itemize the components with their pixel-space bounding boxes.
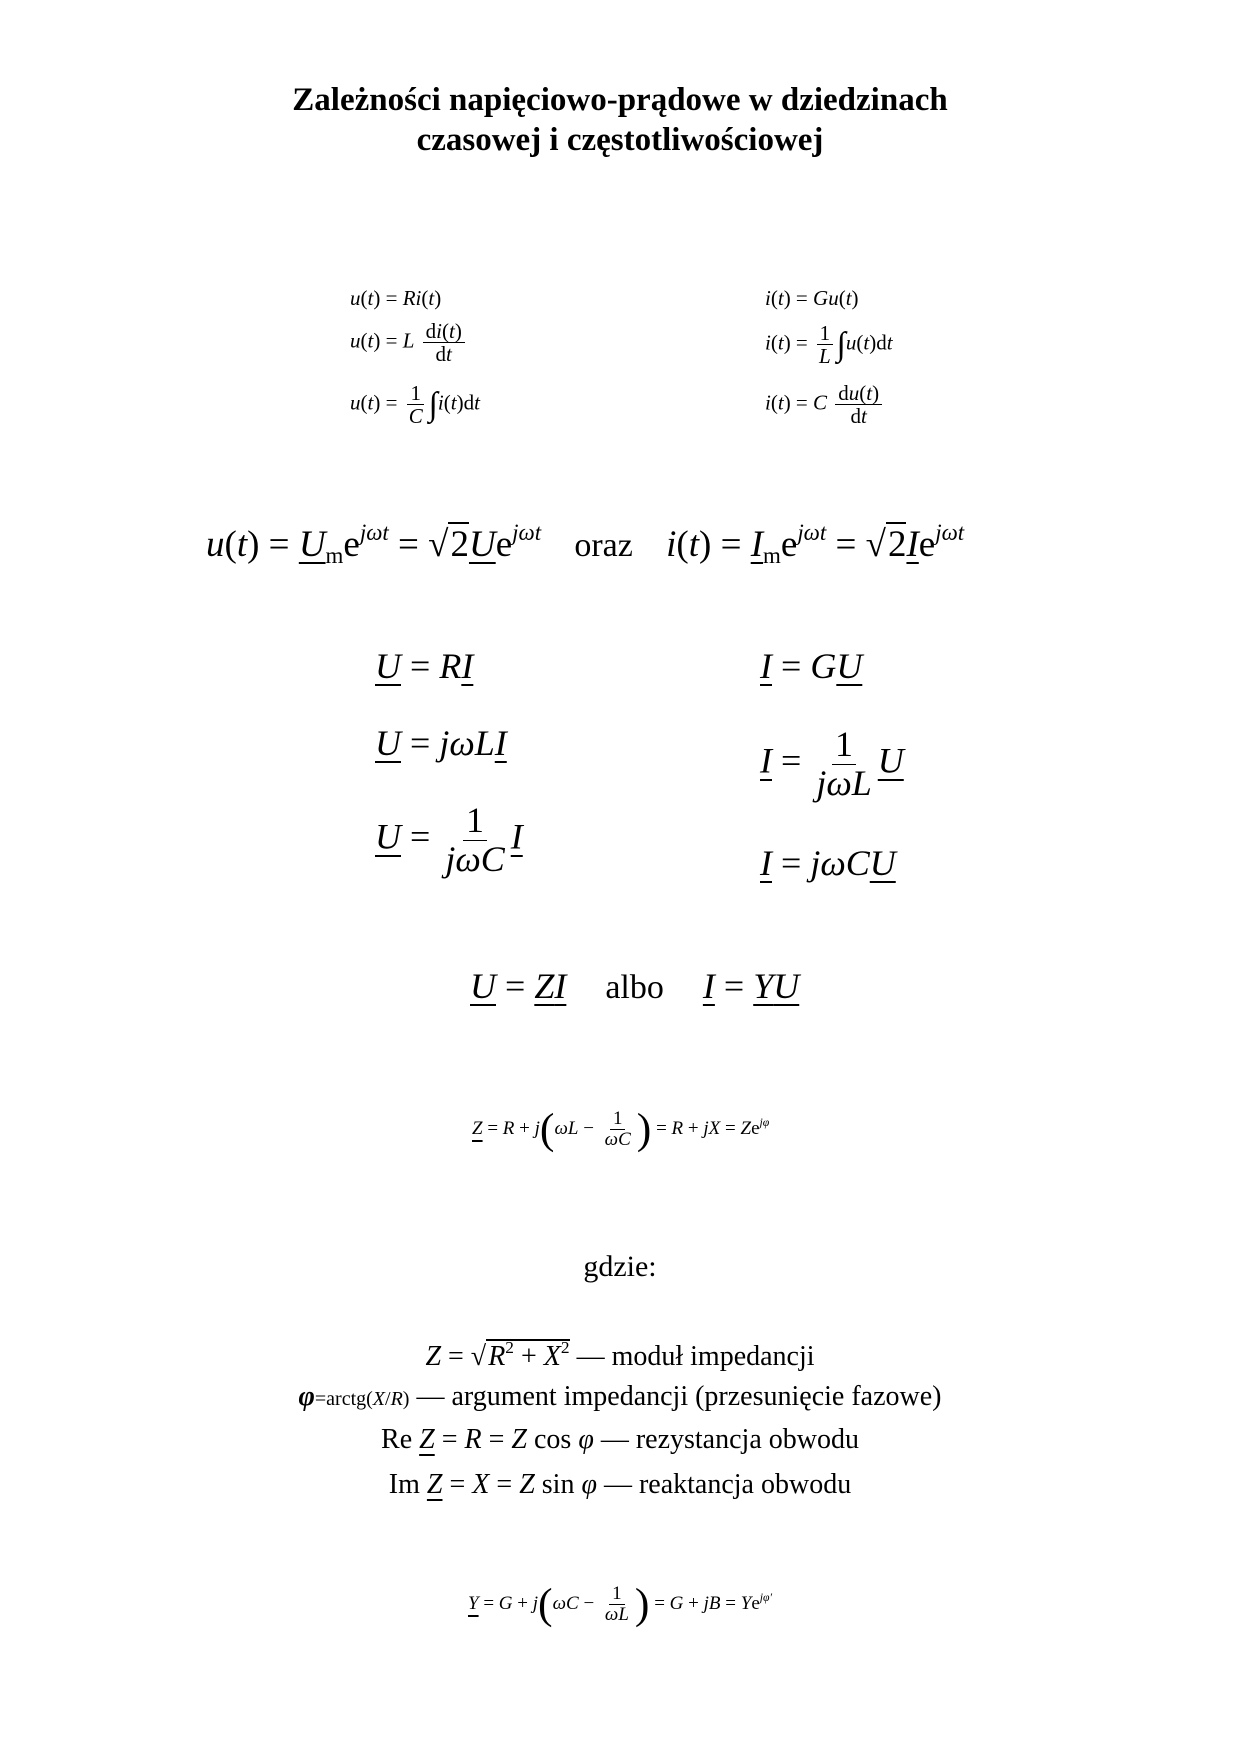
eq-u-ri: u(t) = Ri(t) xyxy=(350,286,442,310)
eq-I-GU: I = GU xyxy=(760,646,863,686)
desc-resistance: — rezystancja obwodu xyxy=(600,1424,859,1455)
eq-imag: Im Z = X = Z sin φ — reaktancja obwodu xyxy=(388,1469,852,1500)
eq-U-jwLI: U = jωLI xyxy=(375,723,507,763)
title-line-1: Zależności napięciowo-prądowe w dziedzinach xyxy=(292,82,948,118)
eq-admittance: Y = G + j(ωC − $\frac{1}{\omega L}$ ) = G + jB = $Ye^{j\varphi'}$ xyxy=(468,1580,773,1628)
eq-U-1jwC: U = $\frac{1}{\text{jωC}}$ I xyxy=(375,800,523,879)
where-label: gdzie: xyxy=(583,1250,657,1283)
ohm-connector: albo xyxy=(605,969,664,1006)
phasor-connector: oraz xyxy=(574,527,633,565)
eq-u-ldi: u(t) = L $\frac{di(t)}{dt}$ xyxy=(350,320,468,365)
eq-modulus: $Z = √R^2 + X^2$ — moduł impedancji xyxy=(425,1338,815,1373)
title-line-2: czasowej i częstotliwościowej xyxy=(416,122,824,158)
eq-U-RI: U = RI xyxy=(375,646,474,686)
eq-argument: φ=arctg(X/R) — argument impedancji (przesunięcie fazowe) xyxy=(298,1381,942,1412)
eq-phasor: $u(t) = U_me^{j\omega t} = √2Ue^{j\omega t}$ oraz $i(t) = I_me^{j\omega t} = √2Ie^{j\omega t}$ xyxy=(206,520,965,568)
eq-real: Re Z = R = Z cos φ — rezystancja obwodu xyxy=(381,1424,859,1455)
eq-ohm: U = ZI albo I = YU xyxy=(470,966,800,1006)
page-title xyxy=(0,80,1240,160)
eq-I-jwCU: I = jωCU xyxy=(760,843,896,883)
eq-i-cdu: i(t) = C $\frac{du(t)}{dt}$ xyxy=(765,382,885,427)
eq-i-int: i(t) = $\frac{1}{L}$ ∫u(t)dt xyxy=(765,321,893,369)
eq-I-1jwL: I = $\frac{1}{\text{jωL}}$ U xyxy=(760,724,904,803)
desc-argument: — argument impedancji (przesunięcie fazowe) xyxy=(416,1381,942,1412)
eq-i-gu: i(t) = Gu(t) xyxy=(765,286,859,310)
eq-u-int: u(t) = $\frac{1}{C}$ ∫i(t)dt xyxy=(350,381,480,429)
desc-reactance: — reaktancja obwodu xyxy=(603,1469,852,1500)
eq-impedance: Z = R + j(ωL − $\frac{1}{\omega C}$ ) = R + jX = $Ze^{j\varphi}$ xyxy=(472,1105,770,1153)
desc-modulus: — moduł impedancji xyxy=(576,1341,815,1373)
